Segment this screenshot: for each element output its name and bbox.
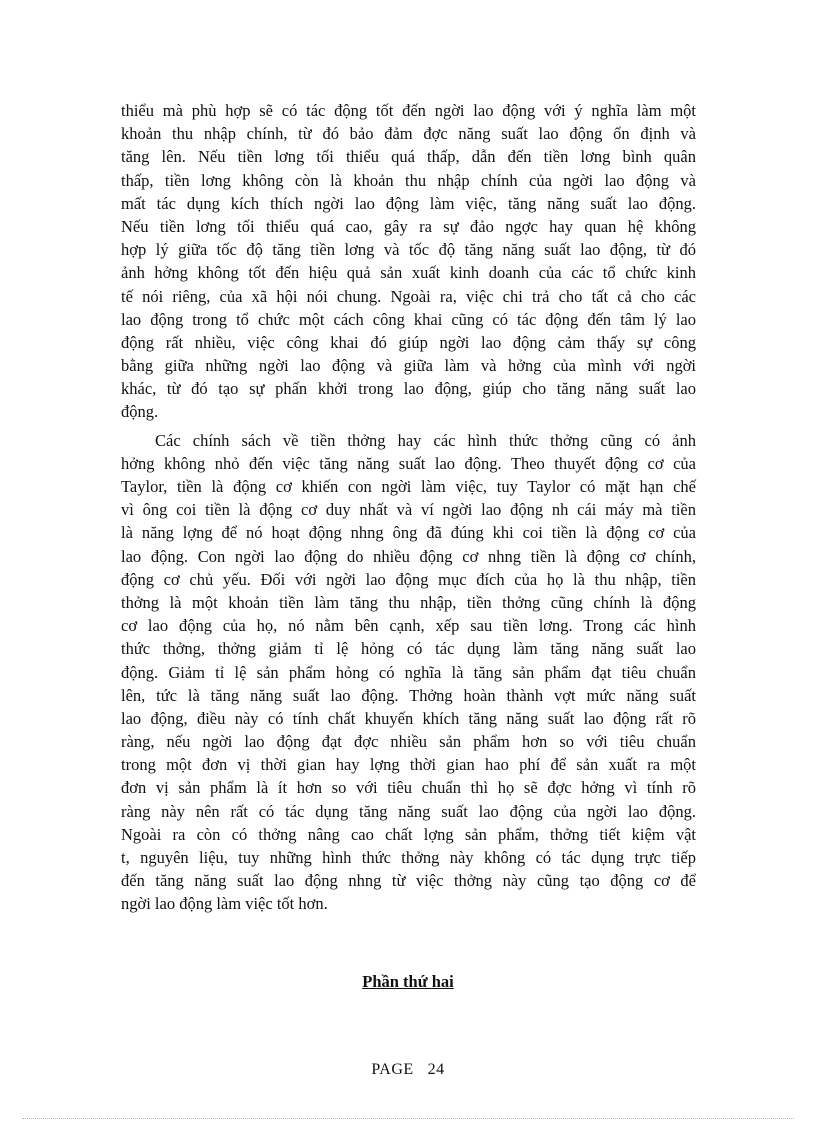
text-line: khác, từ đó tạo sự phấn khởi trong lao động, giúp cho tăng năng suất lao xyxy=(121,379,696,399)
page-footer xyxy=(0,1058,816,1082)
text-line: động cơ chủ yếu. Đối với ngời lao động mục đích của họ là thu nhập, tiền xyxy=(121,569,696,589)
text-line: t, nguyên liệu, tuy những hình thức thởng này không có tác dụng trực tiếp xyxy=(121,848,696,867)
text-line: mất tác dụng kích thích ngời lao động làm việc, tăng năng suất lao động. xyxy=(121,193,696,213)
text-line: bằng giữa những ngời lao động và giữa làm và hởng của mình với ngời xyxy=(121,356,696,376)
text-line: lao động trong tổ chức một cách công khai cũng có tác động đến tâm lý lao xyxy=(121,309,696,329)
text-line: tăng lên. Nếu tiền lơng tối thiểu quá thấp, dẫn đến tiền lơng bình quân xyxy=(121,147,696,167)
text-line: Nếu tiền lơng tối thiểu quá cao, gây ra sự đảo ngợc hay quan hệ không xyxy=(121,216,696,236)
text-line: thức thởng, thởng giảm tỉ lệ hỏng có tác dụng làm tăng năng suất lao xyxy=(121,639,696,659)
text-line: lao động. Con ngời lao động do nhiều động cơ nhng tiền là động cơ chính, xyxy=(121,546,696,566)
text-line: thiểu mà phù hợp sẽ có tác động tốt đến ngời lao động với ý nghĩa làm một xyxy=(121,101,696,120)
page-number: 24 xyxy=(427,1061,445,1078)
page-bottom-rule xyxy=(22,1118,794,1119)
text-line: khoản thu nhập chính, từ đó bảo đảm đợc năng suất lao động ổn định và xyxy=(121,124,696,144)
paragraph xyxy=(121,429,696,916)
text-line: ràng này nên rất có tác dụng tăng năng suất lao động của ngời lao động. xyxy=(121,801,696,821)
text-line: đơn vị sản phẩm là ít hơn so với tiêu chuẩn thì họ sẽ đợc hởng vì tính rõ xyxy=(121,778,696,798)
text-line: thởng là một khoản tiền làm tăng thu nhập, tiền thởng cũng chính là động xyxy=(121,592,696,612)
text-line: Taylor, tiền là động cơ khiến con ngời làm việc, tuy Taylor có mặt hạn chế xyxy=(121,477,696,496)
page-label: PAGE xyxy=(371,1061,414,1078)
text-line: ràng, nếu ngời lao động đạt đợc nhiều sản phẩm hơn so với tiêu chuẩn xyxy=(121,732,696,752)
text-line: cơ lao động của họ, nó nằm bên cạnh, xếp sau tiền lơng. Trong các hình xyxy=(121,616,696,636)
paragraph xyxy=(121,99,696,424)
text-line: động rất nhiều, việc công khai đó giúp ngời lao động cảm thấy sự công xyxy=(121,332,696,352)
text-line: Ngoài ra còn có thởng nâng cao chất lợng sản phẩm, thởng tiết kiệm vật xyxy=(121,824,696,844)
body-text xyxy=(121,99,696,921)
text-line: lên, tức là tăng năng suất lao động. Thởng hoàn thành vợt mức năng suất xyxy=(121,685,696,705)
text-line: trong một đơn vị thời gian hay lợng thời gian hao phí để sản xuất ra một xyxy=(121,755,696,775)
text-line: hởng không nhỏ đến việc tăng năng suất lao động. Theo thuyết động cơ của xyxy=(121,453,696,473)
text-line: vì ông coi tiền là động cơ duy nhất và ví ngời lao động nh cái máy mà tiền xyxy=(121,500,696,520)
text-line: tế nói riêng, của xã hội nói chung. Ngoài ra, việc chi trả cho tất cả cho các xyxy=(121,286,696,306)
text-line: lao động, điều này có tính chất khuyến khích tăng năng suất lao động rất rõ xyxy=(121,708,696,728)
text-line: đến tăng năng suất lao động nhng từ việc thởng này cũng tạo động cơ để xyxy=(121,871,696,891)
section-heading: Phần thứ hai xyxy=(362,972,454,991)
text-line: động. Giảm tỉ lệ sản phẩm hỏng có nghĩa là tăng sản phẩm đạt tiêu chuẩn xyxy=(121,662,696,682)
text-line: ngời lao động làm việc tốt hơn. xyxy=(121,894,328,914)
text-line: thấp, tiền lơng không còn là khoản thu nhập chính của ngời lao động và xyxy=(121,170,696,190)
text-line: hợp lý giữa tốc độ tăng tiền lơng và tốc độ tăng năng suất lao động, từ đó xyxy=(121,240,696,260)
text-line: Các chính sách về tiền thởng hay các hình thức thởng cũng có ảnh xyxy=(155,430,696,450)
text-line: là năng lợng để nó hoạt động nhng ông đã đúng khi coi tiền là động cơ của xyxy=(121,523,696,543)
text-line: ảnh hởng không tốt đến hiệu quả sản xuất kinh doanh của các tổ chức kinh xyxy=(121,263,696,283)
text-line: động. xyxy=(121,402,159,422)
